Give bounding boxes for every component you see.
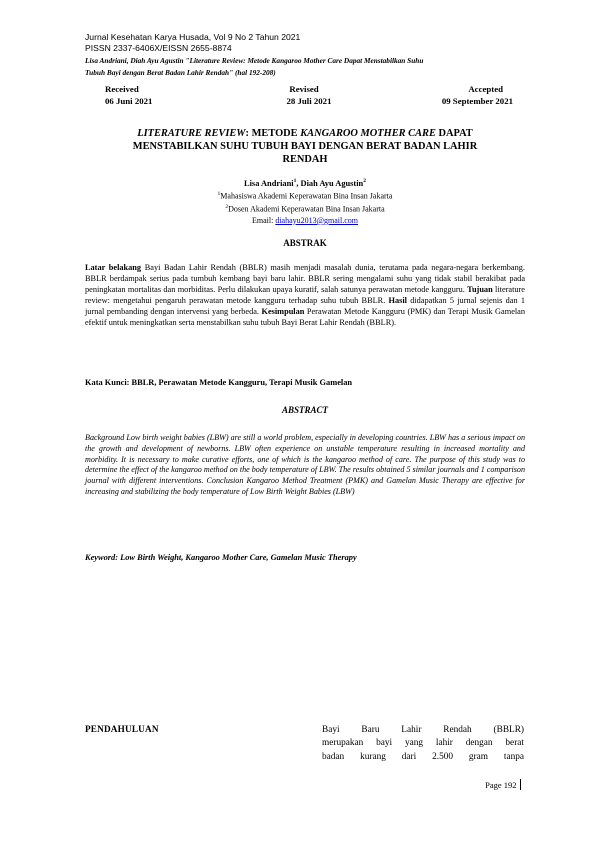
- abstrak-tujuan-text: literature review: mengetahui pengaruh perawatan metode kangguru terhadap suhu tubuh BBLR.: [85, 284, 525, 305]
- abstract-heading: ABSTRACT: [281, 405, 328, 415]
- journal-name-line: Jurnal Kesehatan Karya Husada, Vol 9 No 2 Tahun 2021: [85, 32, 301, 42]
- abstrak-kesimpulan-text: Perawatan Metode Kangguru (PMK) dan Terapi Musik Gamelan efektif untuk meningkatkan serta menstabilkan suhu tubuh Bayi Berat Lahir Rendah (BBLR).: [85, 306, 526, 327]
- author-names: [90, 176, 520, 189]
- dates-value-row: [85, 95, 525, 107]
- title-sep: : METODE: [245, 128, 301, 139]
- affiliation-2-sup: 2: [225, 204, 229, 211]
- keywords-en: Keyword: Low Birth Weight, Kangaroo Mother Care, Gamelan Music Therapy: [85, 553, 357, 562]
- intro-heading: PENDAHULUAN: [85, 724, 159, 734]
- title-line-2: MENSTABILKAN SUHU TUBUH BAYI DENGAN BERAT BADAN LAHIR: [132, 141, 478, 152]
- revised-date: 28 Juli 2021: [286, 96, 332, 106]
- article-title: [90, 127, 520, 166]
- abstrak-heading: ABSTRAK: [283, 238, 327, 248]
- received-label: Received: [105, 84, 139, 94]
- affiliation-1-text: Mahasiswa Akademi Keperawatan Bina Insan Jakarta: [220, 191, 393, 201]
- page-number: [485, 779, 521, 790]
- title-line-1: [90, 127, 520, 140]
- email-link[interactable]: diahayu2013@gmail.com: [275, 215, 358, 225]
- author-1: Lisa Andriani: [244, 178, 294, 188]
- author-2-sup: 2: [363, 178, 366, 184]
- abstrak-kesimpulan-label: Kesimpulan: [261, 306, 305, 316]
- intro-line-2: merupakan bayi yang lahir dengan berat: [322, 738, 524, 749]
- affiliation-1-sup: 1: [217, 191, 221, 198]
- issn-line: PISSN 2337-6406X/EISSN 2655-8874: [85, 43, 232, 53]
- title-literature-review: LITERATURE REVIEW: [137, 128, 246, 139]
- email-label: Email:: [251, 215, 276, 225]
- authors-block: [90, 176, 520, 226]
- abstrak-latar-label: Latar belakang: [85, 263, 142, 272]
- abstrak-body: [85, 263, 525, 328]
- abstrak-tujuan-label: Tujuan: [467, 284, 493, 294]
- kata-kunci: Kata Kunci: BBLR, Perawatan Metode Kangguru, Terapi Musik Gamelan: [85, 378, 353, 387]
- title-rest: DAPAT: [435, 128, 473, 139]
- intro-line-3: badan kurang dari 2.500 gram tanpa: [322, 751, 524, 762]
- affiliation-2: [90, 202, 520, 215]
- accepted-date: 09 September 2021: [441, 96, 513, 106]
- intro-paragraph: [322, 724, 524, 764]
- dates-table: [85, 83, 525, 107]
- dates-label-row: [85, 83, 525, 95]
- affiliation-2-text: Dosen Akademi Keperawatan Bina Insan Jakarta: [228, 205, 385, 215]
- page-number-text: Page 192: [485, 779, 517, 790]
- title-kmc: KANGAROO MOTHER CARE: [300, 128, 436, 139]
- email-line: [90, 216, 520, 227]
- accepted-label: Accepted: [468, 84, 504, 94]
- citation-line-2: Tubuh Bayi dengan Berat Badan Lahir Rendah" (hal 192-208): [85, 68, 276, 77]
- revised-label: Revised: [289, 84, 319, 94]
- abstrak-hasil-label: Hasil: [388, 295, 407, 305]
- title-line-3: RENDAH: [282, 154, 328, 165]
- page-number-bar: [520, 779, 522, 790]
- intro-line-1: Bayi Baru Lahir Rendah (BBLR): [322, 725, 524, 735]
- abstract-body: Background Low birth weight babies (LBW) are still a world problem, especially in developing countries. LBW has a serious impact on the growth and development of newborns. LBW often experience on unstable temperature resulting in increased mortality and morbidity. It is necessary to make curative efforts, one of which is the kangaroo method of care. The purpose of this study was to determine the effect of the kangaroo method on the body temperature of LBW. The results obtained 5 similar journals and 1 comparison journal with different interventions. Conclusion Kangaroo Method Treatment (PMK) and Gamelan Music Therapy are effective for increasing and stabilizing the body temperature of Low Birth Weight Babies (LBW): [85, 433, 525, 496]
- affiliation-1: [90, 189, 520, 202]
- citation-line-1: Lisa Andriani, Diah Ayu Agustin "Literature Review: Metode Kangaroo Mother Care Dapat Menstabilkan Suhu: [85, 56, 424, 65]
- author-2: Diah Ayu Agustin: [300, 178, 364, 188]
- author-1-sup: 1: [293, 178, 297, 184]
- abstrak-hasil-text: didapatkan 5 jurnal sejenis dan 1 jurnal pembanding dengan intervensi yang berbeda.: [85, 295, 526, 316]
- received-date: 06 Juni 2021: [105, 96, 153, 106]
- author-sep: ,: [296, 178, 301, 188]
- abstrak-latar-text: Bayi Badan Lahir Rendah (BBLR) masih menjadi masalah dunia, terutama pada negara-negara berkembang. BBLR berdampak serius pada tumbuh kembang bayi baru lahir. BBLR sering mengalami suhu yang tidak stabil berakibat pada peningkatan mortalitas dan morbiditas. Perlu dilakukan upaya kuratif, salah satunya perawatan metode kangguru.: [85, 263, 525, 294]
